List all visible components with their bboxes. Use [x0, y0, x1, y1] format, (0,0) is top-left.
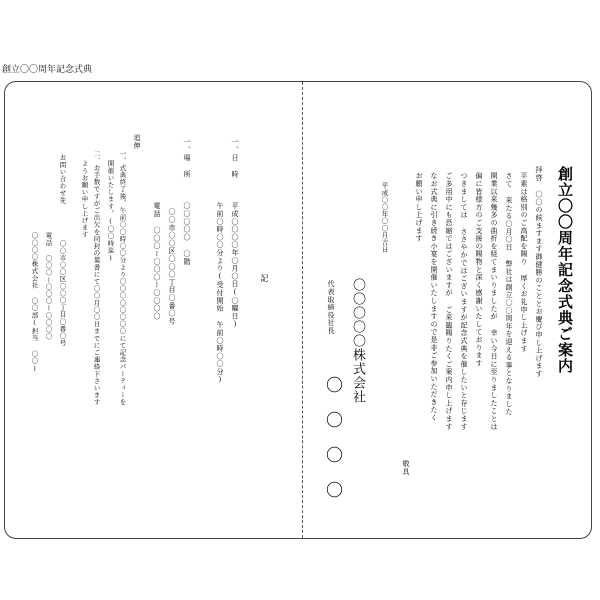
contact-address: 〇〇市〇〇区〇〇〇丁目〇番〇号	[58, 240, 67, 347]
datetime-value: 平成〇〇〇〇年〇月〇日(〇曜日)	[231, 202, 239, 329]
postscript-item-1-line-2: 開催いたします。(〇〇時迄)	[106, 160, 115, 263]
place-phone: 電話 〇〇〇ー〇〇〇ー〇〇〇〇	[153, 202, 161, 320]
postscript-label: 追伸	[133, 134, 141, 150]
place-label: 一、場 所	[183, 138, 191, 178]
letter-line-5: 偏に皆様方のご支援の賜物と深く感謝いたしております	[475, 172, 483, 367]
representative-title: 代表取締役社長	[327, 280, 335, 335]
fold-line-divider	[302, 82, 303, 538]
page-title: 創立〇〇周年記念式典	[2, 65, 93, 75]
postscript-item-2-line-1: 二、お手数ですがご出欠を同封の葉書にて〇〇月〇〇日までにご連絡下さいます	[92, 150, 101, 406]
datetime-time: 午前〇時〇〇分より(受付開始 午前〇時〇〇分)	[216, 202, 224, 385]
contact-phone: 電話 〇〇〇ー〇〇〇ー〇〇〇〇	[44, 232, 53, 340]
letter-line-7: ご多用中にも恐縮ではございますが ご来臨賜りたくご案内申し上げます	[445, 172, 453, 431]
contact-company: 〇〇〇〇株式会社 〇〇部(担当 〇〇)	[30, 232, 39, 373]
letter-line-8: なお式典に引き続き小宴を開催いたしますので是非ご参加いただきたく	[430, 172, 438, 422]
representative-name: 〇〇〇〇	[322, 376, 342, 516]
letter-date: 平成〇〇年〇〇月吉日	[380, 182, 389, 253]
letter-line-4: 開業以来幾多の曲折を経てまいりましたが 幸い今日に至りましたことは	[490, 172, 498, 431]
datetime-label: 一、日 時	[231, 138, 239, 178]
ki-mark: 記	[260, 274, 269, 283]
place-address: 〇〇市〇〇区〇〇〇丁目〇番〇号	[168, 208, 176, 325]
letter-line-2: 平素は格別のご高配を賜り 厚くお礼申し上げます	[520, 172, 528, 353]
company-name: 〇〇〇〇〇株式会社	[350, 278, 365, 404]
letter-line-6: つきましては ささやかではございますが記念式典を催したいと存じます	[460, 172, 468, 431]
closing-keigu: 敬具	[402, 460, 410, 476]
postscript-item-2-line-2: ようお願い申し上げます	[80, 160, 89, 239]
letter-line-3: さて 来たる〇月〇日 弊社は創立〇〇周年を迎える事となりました	[505, 172, 513, 416]
letter-line-9: お願い申し上げます	[415, 172, 423, 243]
place-name: 〇〇〇〇〇 〇階	[183, 202, 191, 266]
invitation-title: 創立〇〇周年記念式典ご案内	[556, 166, 574, 374]
invitation-card	[4, 81, 592, 539]
contact-label: お問い合わせ先	[58, 154, 67, 204]
letter-line-1: 拝啓 〇〇の候ますます御健勝のこととお慶び申し上げます	[535, 166, 543, 378]
postscript-item-1-line-1: 一、式典終了後、午前〇〇時〇〇分より〇〇〇〇〇〇〇〇にて記念パーティーを	[118, 150, 127, 406]
